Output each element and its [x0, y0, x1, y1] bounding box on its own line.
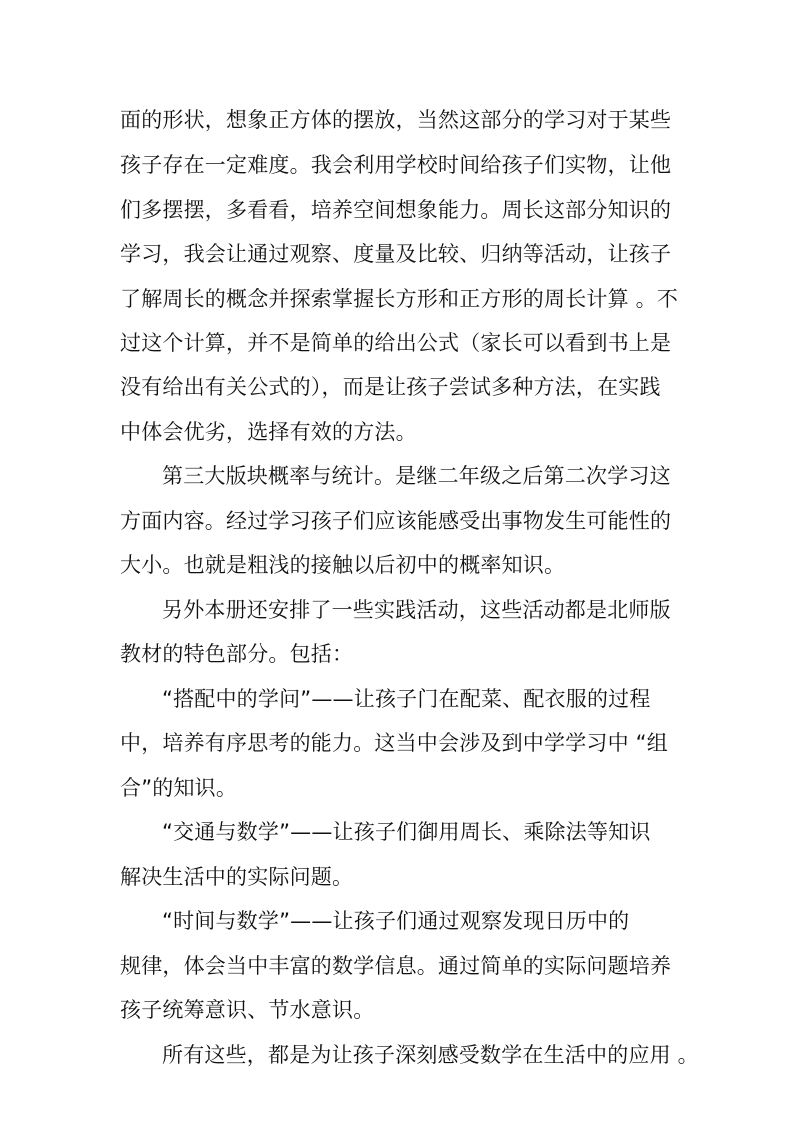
- text-line: 面的形状，想象正方体的摆放，当然这部分的学习对于某些: [120, 108, 672, 132]
- paragraph-start-line: “交通与数学”——让孩子们御用周长、乘除法等知识: [162, 820, 651, 844]
- paragraph-start-line: “时间与数学”——让孩子们通过观察发现日历中的: [162, 909, 630, 933]
- text-line: 了解周长的概念并探索掌握长方形和正方形的周长计算 。不: [120, 287, 679, 311]
- text-line: 中，培养有序思考的能力。这当中会涉及到中学学习中 “组: [120, 731, 668, 755]
- text-line: 教材的特色部分。包括：: [120, 642, 354, 666]
- text-line: 解决生活中的实际问题。: [120, 865, 354, 889]
- text-line: 合”的知识。: [120, 776, 238, 800]
- text-line: 学习，我会让通过观察、度量及比较、归纳等活动，让孩子: [120, 242, 672, 266]
- paragraph-start-line: 第三大版块概率与统计。是继二年级之后第二次学习这: [162, 464, 671, 488]
- text-line: 们多摆摆，多看看，培养空间想象能力。周长这部分知识的: [120, 198, 672, 222]
- paragraph-start-line: 所有这些，都是为让孩子深刻感受数学在生活中的应用 。: [162, 1043, 699, 1067]
- text-line: 孩子存在一定难度。我会利用学校时间给孩子们实物，让他: [120, 153, 672, 177]
- text-line: 大小。也就是粗浅的接触以后初中的概率知识。: [120, 553, 566, 577]
- text-line: 中体会优劣，选择有效的方法。: [120, 420, 417, 444]
- text-line: 过这个计算，并不是简单的给出公式（家长可以看到书上是: [120, 331, 672, 355]
- paragraph-start-line: “搭配中的学问”——让孩子门在配菜、配衣服的过程: [162, 687, 651, 711]
- text-line: 规律，体会当中丰富的数学信息。通过简单的实际问题培养: [120, 954, 672, 978]
- text-line: 没有给出有关公式的），而是让孩子尝试多种方法，在实践: [120, 375, 661, 399]
- text-line: 方面内容。经过学习孩子们应该能感受出事物发生可能性的: [120, 509, 672, 533]
- text-line: 孩子统筹意识、节水意识。: [120, 998, 375, 1022]
- paragraph-start-line: 另外本册还安排了一些实践活动，这些活动都是北师版: [162, 598, 671, 622]
